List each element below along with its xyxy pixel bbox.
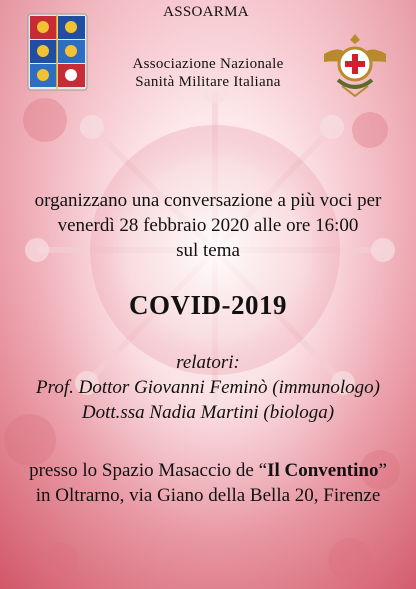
invitation-line3: sul tema <box>176 240 240 261</box>
speakers-heading: relatori: <box>176 352 240 373</box>
invitation-line2: venerdì 28 febbraio 2020 alle ore 16:00 <box>57 215 359 236</box>
invitation-line1: organizzano una conversazione a più voci per <box>34 190 382 211</box>
org-short-name: ASSOARMA <box>163 4 249 20</box>
speaker-1: Prof. Dottor Giovanni Feminò (immunologo) <box>36 377 380 398</box>
venue-name: Il Conventino <box>267 460 379 481</box>
venue-block <box>0 458 416 508</box>
org-full-name-line2: Sanità Militare Italiana <box>135 74 281 90</box>
speakers-block <box>0 350 416 425</box>
header <box>0 0 416 110</box>
speaker-2: Dott.ssa Nadia Martini (biologa) <box>81 402 335 423</box>
venue-suffix: ” <box>378 460 387 481</box>
event-title: COVID-2019 <box>129 290 287 320</box>
venue-line2: in Oltrarno, via Giano della Bella 20, Firenze <box>35 485 381 506</box>
org-full-name-line1: Associazione Nazionale <box>132 56 284 72</box>
venue-line1 <box>0 458 416 483</box>
military-health-emblem-icon <box>320 30 390 98</box>
venue-prefix: presso lo Spazio Masaccio de “ <box>29 460 268 481</box>
invitation-text <box>0 188 416 263</box>
